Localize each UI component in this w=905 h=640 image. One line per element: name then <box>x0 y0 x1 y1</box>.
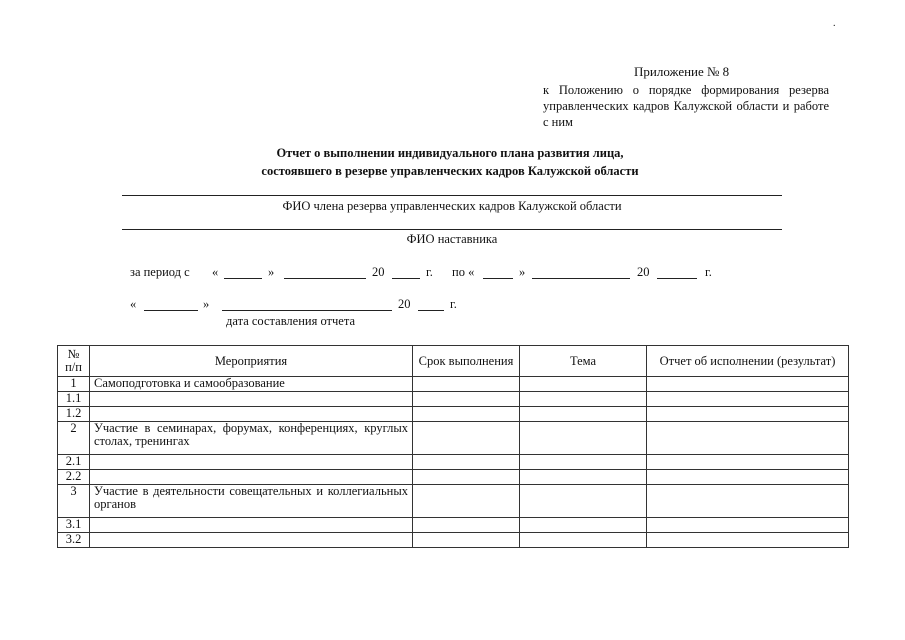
row-topic-cell[interactable] <box>520 377 647 392</box>
row-report-cell[interactable] <box>647 392 849 407</box>
row-report-cell[interactable] <box>647 407 849 422</box>
table-row <box>58 518 849 533</box>
row-activity: Участие в семинарах, форумах, конференциях, круглых столах, тренингах <box>90 422 413 455</box>
row-topic-cell[interactable] <box>520 518 647 533</box>
row-topic-cell[interactable] <box>520 407 647 422</box>
row-activity-cell[interactable] <box>90 518 413 533</box>
year-prefix: 20 <box>637 265 650 279</box>
row-deadline-cell[interactable] <box>413 392 520 407</box>
row-number: 3.2 <box>58 533 90 548</box>
year-suffix: г. <box>426 265 433 279</box>
date-month-blank[interactable] <box>222 310 392 311</box>
quote-close: » <box>519 265 526 279</box>
quote-close: » <box>268 265 275 279</box>
row-report-cell[interactable] <box>647 455 849 470</box>
row-deadline-cell[interactable] <box>413 533 520 548</box>
row-topic-cell[interactable] <box>520 455 647 470</box>
row-deadline-cell[interactable] <box>413 422 520 455</box>
row-number: 2.1 <box>58 455 90 470</box>
row-topic-cell[interactable] <box>520 470 647 485</box>
member-name-line[interactable] <box>122 195 782 196</box>
row-number: 2 <box>58 422 90 455</box>
year-prefix: 20 <box>398 297 411 311</box>
period-to-label: по « <box>452 265 475 279</box>
period-from-day-blank[interactable] <box>224 278 262 279</box>
appendix-reference: к Положению о порядке формирования резерва управленческих кадров Калужской области и работе с ним <box>543 83 829 129</box>
table-row <box>58 422 849 455</box>
period-to-month-blank[interactable] <box>532 278 630 279</box>
plan-table <box>57 345 849 548</box>
row-report-cell[interactable] <box>647 533 849 548</box>
header-report: Отчет об исполнении (результат) <box>647 346 849 377</box>
member-name-caption: ФИО члена резерва управленческих кадров Калужской области <box>282 199 622 213</box>
quote-open: « <box>130 297 137 311</box>
period-to-year-blank[interactable] <box>657 278 697 279</box>
row-activity: Самоподготовка и самообразование <box>90 377 413 392</box>
table-row <box>58 533 849 548</box>
row-activity-cell[interactable] <box>90 533 413 548</box>
row-activity-cell[interactable] <box>90 392 413 407</box>
row-deadline-cell[interactable] <box>413 377 520 392</box>
row-number: 1.2 <box>58 407 90 422</box>
row-activity-cell[interactable] <box>90 455 413 470</box>
date-year-blank[interactable] <box>418 310 444 311</box>
scan-dot: . <box>833 18 836 29</box>
row-deadline-cell[interactable] <box>413 518 520 533</box>
row-topic-cell[interactable] <box>520 533 647 548</box>
date-caption: дата составления отчета <box>226 314 356 328</box>
mentor-name-caption: ФИО наставника <box>406 232 498 246</box>
period-to-day-blank[interactable] <box>483 278 513 279</box>
row-report-cell[interactable] <box>647 470 849 485</box>
document-title <box>160 144 740 180</box>
table-row <box>58 455 849 470</box>
period-from-year-blank[interactable] <box>392 278 420 279</box>
period-from-month-blank[interactable] <box>284 278 366 279</box>
table-row <box>58 470 849 485</box>
mentor-name-line[interactable] <box>122 229 782 230</box>
row-topic-cell[interactable] <box>520 422 647 455</box>
table-row <box>58 407 849 422</box>
table-header-row <box>58 346 849 377</box>
table-row <box>58 485 849 518</box>
date-day-blank[interactable] <box>144 310 198 311</box>
row-number: 1.1 <box>58 392 90 407</box>
row-report-cell[interactable] <box>647 485 849 518</box>
row-deadline-cell[interactable] <box>413 407 520 422</box>
row-activity-cell[interactable] <box>90 407 413 422</box>
row-number: 3 <box>58 485 90 518</box>
row-activity: Участие в деятельности совещательных и коллегиальных органов <box>90 485 413 518</box>
row-topic-cell[interactable] <box>520 392 647 407</box>
year-prefix: 20 <box>372 265 385 279</box>
row-deadline-cell[interactable] <box>413 455 520 470</box>
appendix-title: Приложение № 8 <box>634 64 730 79</box>
row-activity-cell[interactable] <box>90 470 413 485</box>
header-activities: Мероприятия <box>90 346 413 377</box>
row-report-cell[interactable] <box>647 518 849 533</box>
quote-close: » <box>203 297 210 311</box>
header-deadline: Срок выполнения <box>413 346 520 377</box>
row-deadline-cell[interactable] <box>413 470 520 485</box>
header-topic: Тема <box>520 346 647 377</box>
year-suffix: г. <box>450 297 457 311</box>
row-report-cell[interactable] <box>647 422 849 455</box>
quote-open: « <box>212 265 219 279</box>
row-number: 2.2 <box>58 470 90 485</box>
table-row <box>58 392 849 407</box>
period-from-label: за период с <box>130 265 190 279</box>
row-number: 3.1 <box>58 518 90 533</box>
row-number: 1 <box>58 377 90 392</box>
document-title-line-1: Отчет о выполнении индивидуального плана развития лица, <box>276 146 624 160</box>
header-number: № п/п <box>58 346 90 377</box>
row-report-cell[interactable] <box>647 377 849 392</box>
row-topic-cell[interactable] <box>520 485 647 518</box>
document-title-line-2: состоявшего в резерве управленческих кадров Калужской области <box>261 164 639 178</box>
table-row <box>58 377 849 392</box>
row-deadline-cell[interactable] <box>413 485 520 518</box>
year-suffix: г. <box>705 265 712 279</box>
